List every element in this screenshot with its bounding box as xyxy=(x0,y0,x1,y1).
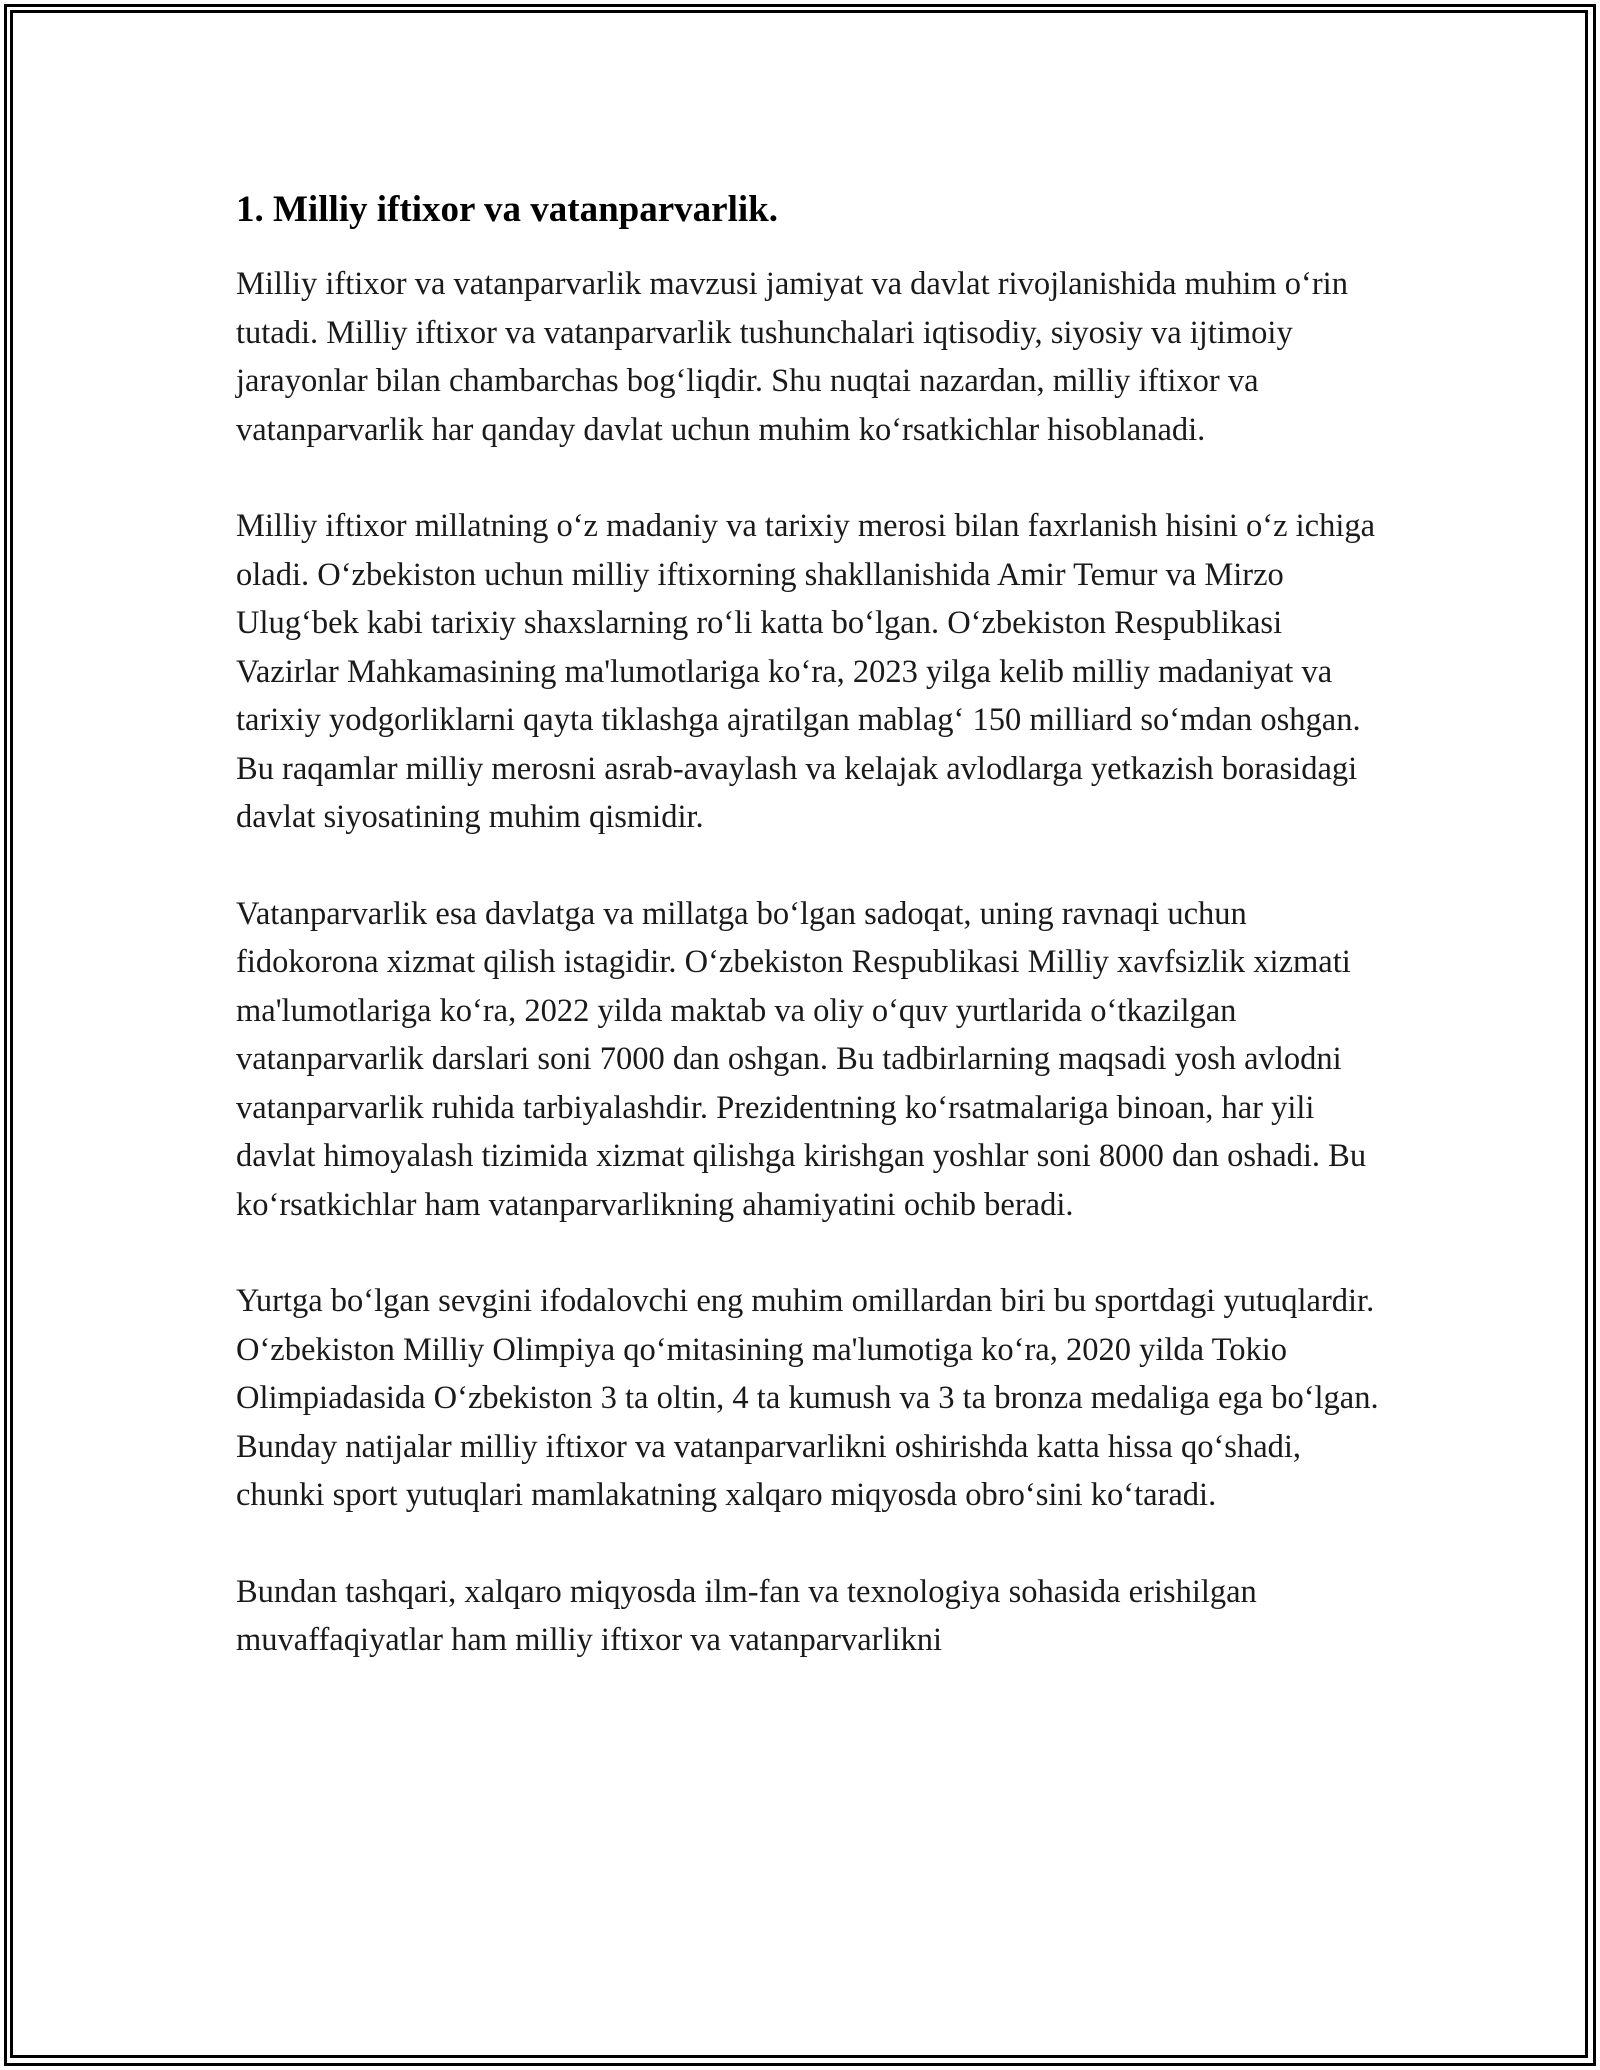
section-heading: 1. Milliy iftixor va vatanparvarlik. xyxy=(236,189,778,230)
paragraph-2: Milliy iftixor millatning oʻz madaniy va tarixiy merosi bilan faxrlanish hisini oʻz ichiga oladi. Oʻzbekiston uchun milliy iftixorning shakllanishida Amir Temur va Mirzo Ulugʻbek kabi tarixiy shaxslarning roʻli katta boʻlgan. Oʻzbekiston Respublikasi Vazirlar Mahkamasining ma'lumotlariga koʻra, 2023 yilga kelib milliy madaniyat va tarixiy yodgorliklarni qayta tiklashga ajratilgan mablagʻ 150 milliard soʻmdan oshgan. Bu raqamlar milliy merosni asrab-avaylash va kelajak avlodlarga yetkazish borasidagi davlat siyosatining muhim qismidir. xyxy=(236,508,1376,835)
paragraph-3: Vatanparvarlik esa davlatga va millatga boʻlgan sadoqat, uning ravnaqi uchun fidokorona xizmat qilish istagidir. Oʻzbekiston Respublikasi Milliy xavfsizlik xizmati ma'lumotlariga koʻra, 2022 yilda maktab va oliy oʻquv yurtlarida oʻtkazilgan vatanparvarlik darslari soni 7000 dan oshgan. Bu tadbirlarning maqsadi yosh avlodni vatanparvarlik ruhida tarbiyalashdir. Prezidentning koʻrsatmalariga binoan, har yili davlat himoyalash tizimida xizmat qilishga kirishgan yoshlar soni 8000 dan oshadi. Bu koʻrsatkichlar ham vatanparvarlikning ahamiyatini ochib beradi. xyxy=(236,895,1367,1223)
paragraph-1: Milliy iftixor va vatanparvarlik mavzusi jamiyat va davlat rivojlanishida muhim oʻrin tutadi. Milliy iftixor va vatanparvarlik tushunchalari iqtisodiy, siyosiy va ijtimoiy jarayonlar bilan chambarchas bogʻliqdir. Shu nuqtai nazardan, milliy iftixor va vatanparvarlik har qanday davlat uchun muhim koʻrsatkichlar hisoblanadi. xyxy=(236,266,1348,448)
paragraph-4: Yurtga boʻlgan sevgini ifodalovchi eng muhim omillardan biri bu sportdagi yutuqlardir. Oʻzbekiston Milliy Olimpiya qoʻmitasining ma'lumotiga koʻra, 2020 yilda Tokio Olimpiadasida Oʻzbekiston 3 ta oltin, 4 ta kumush va 3 ta bronza medaliga ega boʻlgan. Bunday natijalar milliy iftixor va vatanparvarlikni oshirishda katta hissa qoʻshadi, chunki sport yutuqlari mamlakatning xalqaro miqyosda obroʻsini koʻtaradi. xyxy=(236,1283,1379,1513)
document-body xyxy=(236,186,1386,1713)
paragraph-5: Bundan tashqari, xalqaro miqyosda ilm-fan va texnologiya sohasida erishilgan muvaffaqiyatlar ham milliy iftixor va vatanparvarlikni xyxy=(236,1573,1257,1658)
